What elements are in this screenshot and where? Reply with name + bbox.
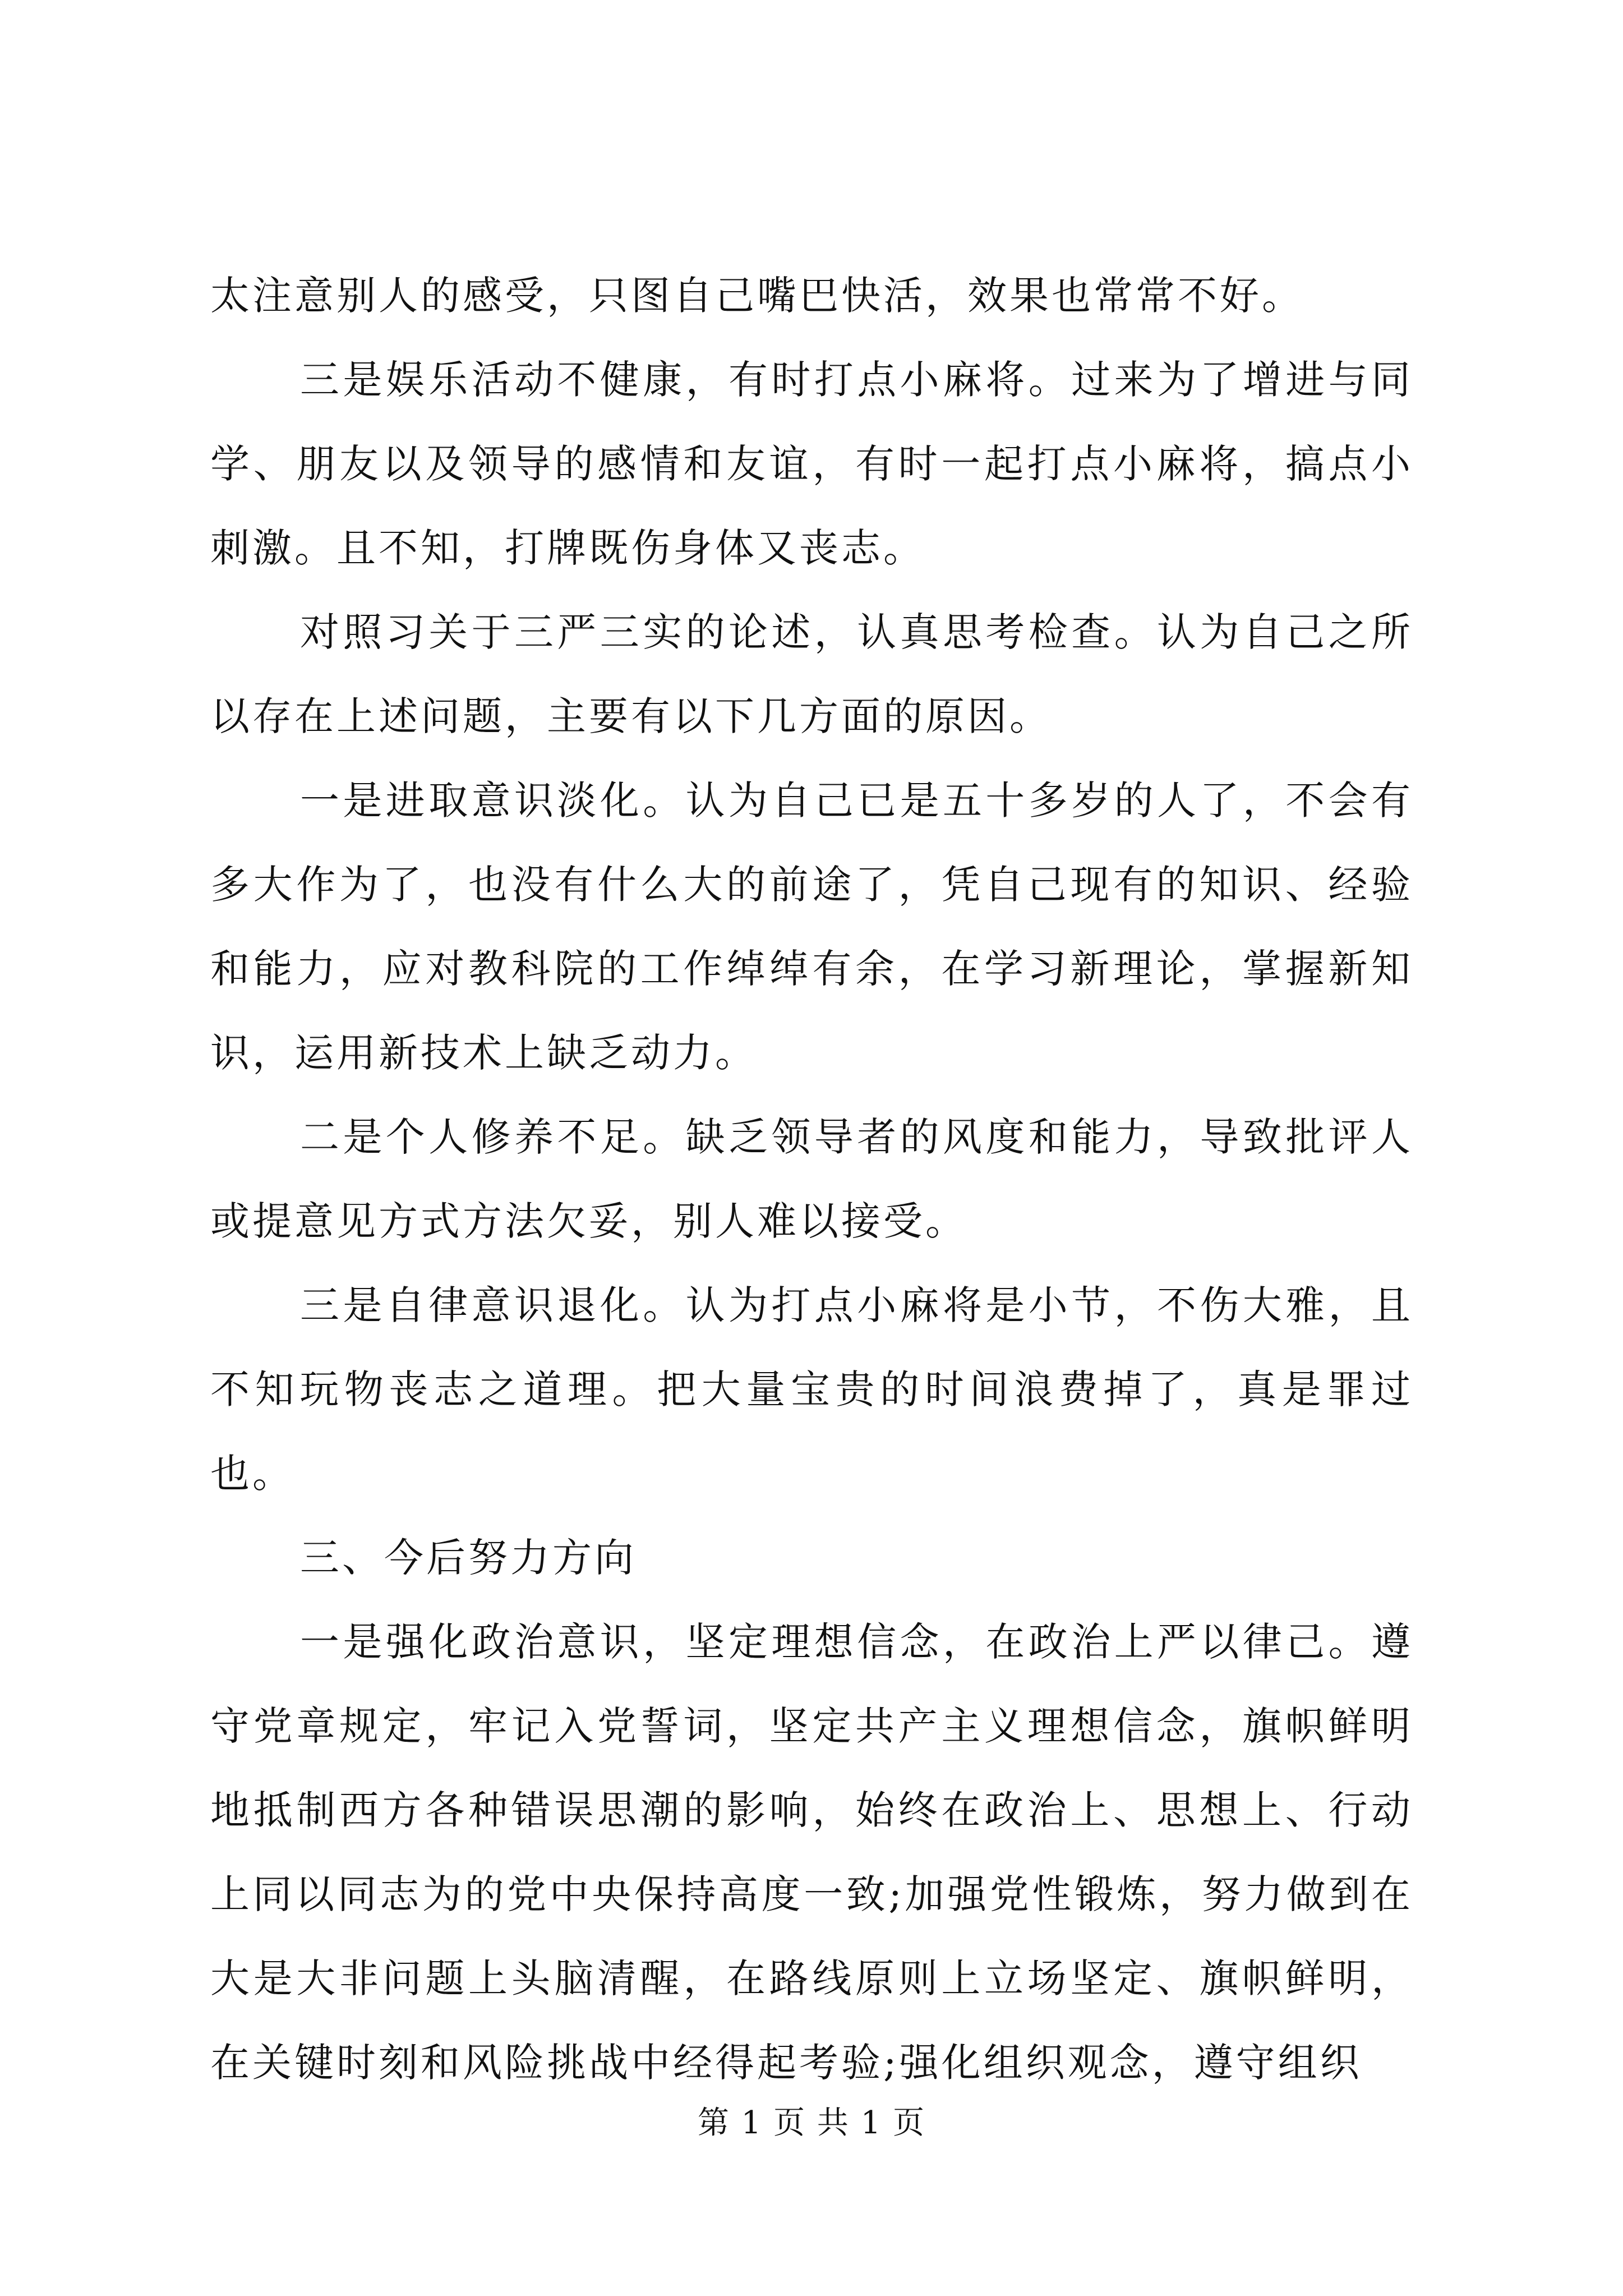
document-body <box>210 254 1413 2105</box>
paragraph-2: 三是娱乐活动不健康，有时打点小麻将。过来为了增进与同学、朋友以及领导的感情和友谊，有时一起打点小麻将，搞点小刺激。且不知，打牌既伤身体又丧志。 <box>210 357 1413 571</box>
paragraph-5: 二是个人修养不足。缺乏领导者的风度和能力，导致批评人或提意见方式方法欠妥，别人难以接受。 <box>210 1114 1413 1244</box>
paragraph-3: 对照习关于三严三实的论述，认真思考检查。认为自己之所以存在上述问题，主要有以下几方面的原因。 <box>210 609 1413 739</box>
section-heading: 三、今后努力方向 <box>300 1535 637 1581</box>
page-footer: 第 1 页 共 1 页 <box>697 2105 926 2141</box>
paragraph-1: 太注意别人的感受，只图自己嘴巴快活，效果也常常不好。 <box>210 273 1304 319</box>
paragraph-4: 一是进取意识淡化。认为自己已是五十多岁的人了，不会有多大作为了，也没有什么大的前途了，凭自己现有的知识、经验和能力，应对教科院的工作绰绰有余，在学习新理论，掌握新知识，运用新技术上缺乏动力。 <box>210 777 1413 1076</box>
paragraph-7: 一是强化政治意识，坚定理想信念，在政治上严以律己。遵守党章规定，牢记入党誓词，坚定共产主义理想信念，旗帜鲜明地抵制西方各种错误思潮的影响，始终在政治上、思想上、行动上同以同志为的党中央保持高度一致;加强党性锻炼，努力做到在大是大非问题上头脑清醒，在路线原则上立场坚定、旗帜鲜明，在关键时刻和风险挑战中经得起考验;强化组织观念，遵守组织 <box>210 1619 1413 2086</box>
paragraph-6: 三是自律意识退化。认为打点小麻将是小节，不伤大雅，且不知玩物丧志之道理。把大量宝贵的时间浪费掉了，真是罪过也。 <box>210 1282 1413 1497</box>
